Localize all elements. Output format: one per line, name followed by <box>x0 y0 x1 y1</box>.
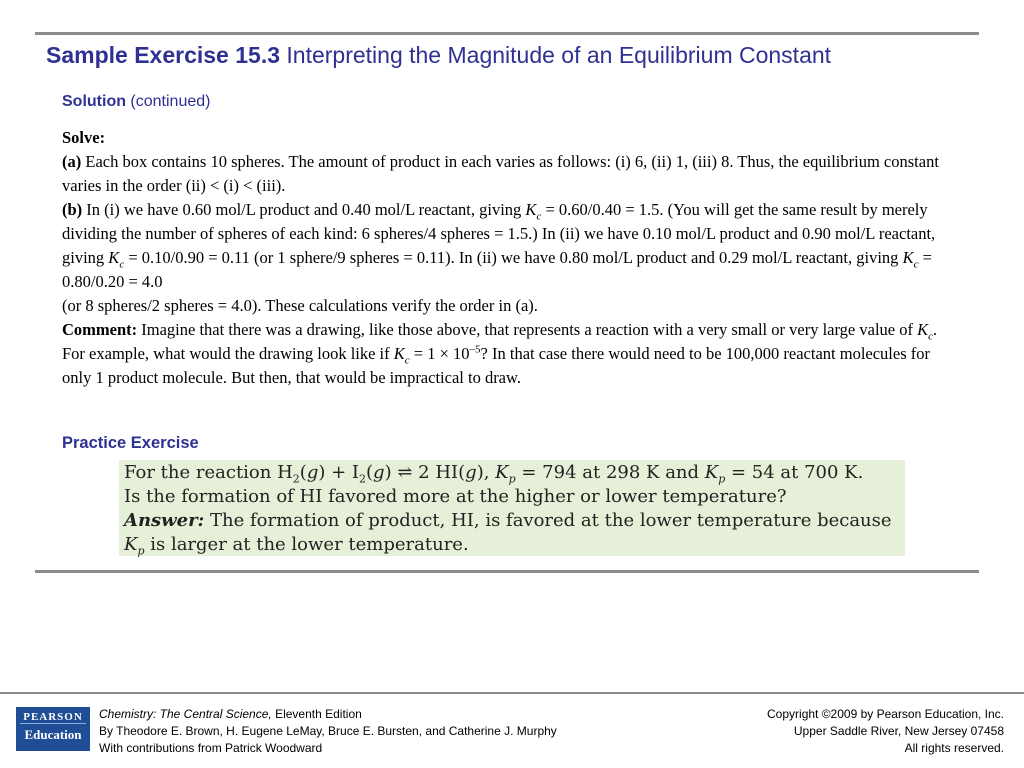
book-edition: Eleventh Edition <box>271 707 362 721</box>
kc-symbol: K <box>393 344 405 363</box>
footer-copyright <box>767 706 1004 757</box>
kc-subscript: c <box>928 330 934 343</box>
comment-label: Comment: <box>62 320 138 339</box>
comment-text-4: 10 <box>448 344 470 363</box>
answer-label: Answer: <box>124 510 205 531</box>
practice-text: ( <box>299 462 307 483</box>
footer-book-line <box>99 706 557 723</box>
footer-contributions: With contributions from Patrick Woodward <box>99 741 323 755</box>
kp-subscript: p <box>508 472 516 486</box>
comment-text-1: Imagine that there was a drawing, like those above, that represents a reaction with a very small or very large value of <box>137 320 918 339</box>
kp-subscript: p <box>718 472 726 486</box>
practice-exercise-heading: Practice Exercise <box>62 434 199 452</box>
kc-symbol: K <box>525 200 537 219</box>
gas-state: g <box>373 462 385 483</box>
part-a-text: Each box contains 10 spheres. The amount of product in each varies as follows: (i) 6, (ii) 1, (iii) 8. Thus, the equilibrium constant varies in the order (ii) < (i) < (iii). <box>62 152 939 195</box>
part-a-paragraph <box>62 150 942 198</box>
part-b-text-3: = 0.10/0.90 = 0.11 (or 1 sphere/9 spheres = 0.11). In (ii) we have 0.80 mol/L product and 0.29 mol/L reactant, giving <box>124 248 903 267</box>
part-b-text-2: = 0.60/0.40 = 1.5. (You will get the same result by merely dividing the number of spheres of each kind: 6 spheres/4 spheres = 1.5.) In (ii) we have 0.10 mol/L product and 0.90 mol/L reactant, giving <box>62 200 936 267</box>
practice-text: 2 HI( <box>412 462 466 483</box>
practice-line-4 <box>124 533 905 557</box>
solution-continued: (continued) <box>125 93 211 110</box>
kc-subscript: c <box>913 258 919 271</box>
practice-line-2: Is the formation of HI favored more at the higher or lower temperature? <box>124 486 787 507</box>
top-divider <box>35 32 979 35</box>
part-b-text-5: (or 8 spheres/2 spheres = 4.0). These calculations verify the order in (a). <box>62 296 538 315</box>
part-b-label: (b) <box>62 200 83 219</box>
equilibrium-arrow-icon: ⇌ <box>397 462 413 483</box>
solve-label-line <box>62 126 942 150</box>
comment-text-2: . For example, what would the drawing look like if <box>62 320 938 363</box>
title-rest: Interpreting the Magnitude of an Equilibrium Constant <box>280 42 832 68</box>
practice-text: ( <box>366 462 374 483</box>
practice-text: is larger at the lower temperature. <box>144 534 469 555</box>
logo-text-top: PEARSON <box>20 707 86 724</box>
page-title <box>46 42 831 69</box>
gas-state: g <box>465 462 477 483</box>
kp-subscript: p <box>137 544 145 558</box>
part-b-paragraph <box>62 198 942 318</box>
solution-body <box>62 126 942 390</box>
comment-text-5: ? In that case there would need to be 100,000 reactant molecules for only 1 product molecule. But then, that would be impractical to draw. <box>62 344 930 387</box>
practice-line-1 <box>124 461 905 485</box>
kc-symbol: K <box>108 248 120 267</box>
footer-citation <box>99 706 557 757</box>
logo-text-bottom: Education <box>24 727 82 742</box>
kc-subscript: c <box>536 210 542 223</box>
kc-subscript: c <box>404 354 410 367</box>
gas-state: g <box>306 462 319 483</box>
part-a-label: (a) <box>62 152 82 171</box>
subscript-2: 2 <box>359 472 367 486</box>
subscript-2: 2 <box>292 472 300 486</box>
practice-text: ) + I <box>318 462 360 483</box>
kp-symbol: K <box>704 462 719 483</box>
solve-label: Solve: <box>62 128 106 147</box>
kc-subscript: c <box>119 258 125 271</box>
solution-subheading <box>62 93 210 111</box>
part-b-text-1: In (i) we have 0.60 mol/L product and 0.40 mol/L reactant, giving <box>82 200 526 219</box>
kc-symbol: K <box>917 320 929 339</box>
practice-exercise-box <box>119 460 905 556</box>
exponent: –5 <box>469 343 481 356</box>
middle-divider <box>35 570 979 573</box>
practice-text: ) <box>384 462 398 483</box>
address-line: Upper Saddle River, New Jersey 07458 <box>793 724 1004 738</box>
practice-text: = 54 at 700 K. <box>725 462 864 483</box>
practice-line-3 <box>124 509 905 533</box>
comment-paragraph <box>62 318 942 390</box>
practice-text: ), <box>476 462 496 483</box>
practice-text: The formation of product, HI, is favored at the lower temperature because <box>204 510 892 531</box>
practice-text: = 794 at 298 K and <box>515 462 705 483</box>
rights-line: All rights reserved. <box>904 741 1004 755</box>
footer-divider <box>0 692 1024 694</box>
comment-text-3: = 1 <box>409 344 440 363</box>
footer-authors: By Theodore E. Brown, H. Eugene LeMay, Bruce E. Bursten, and Catherine J. Murphy <box>99 724 557 738</box>
practice-text: For the reaction H <box>124 462 293 483</box>
book-title: Chemistry: The Central Science, <box>99 707 272 721</box>
title-bold: Sample Exercise 15.3 <box>46 42 280 68</box>
kp-symbol: K <box>124 534 138 555</box>
part-b-text-4: = 0.80/0.20 = 4.0 <box>62 248 932 291</box>
kc-symbol: K <box>902 248 914 267</box>
copyright-line: Copyright ©2009 by Pearson Education, Inc. <box>767 707 1004 721</box>
kp-symbol: K <box>495 462 509 483</box>
times-symbol: × <box>439 344 449 363</box>
solution-label: Solution <box>62 93 126 110</box>
pearson-education-logo <box>16 707 90 751</box>
